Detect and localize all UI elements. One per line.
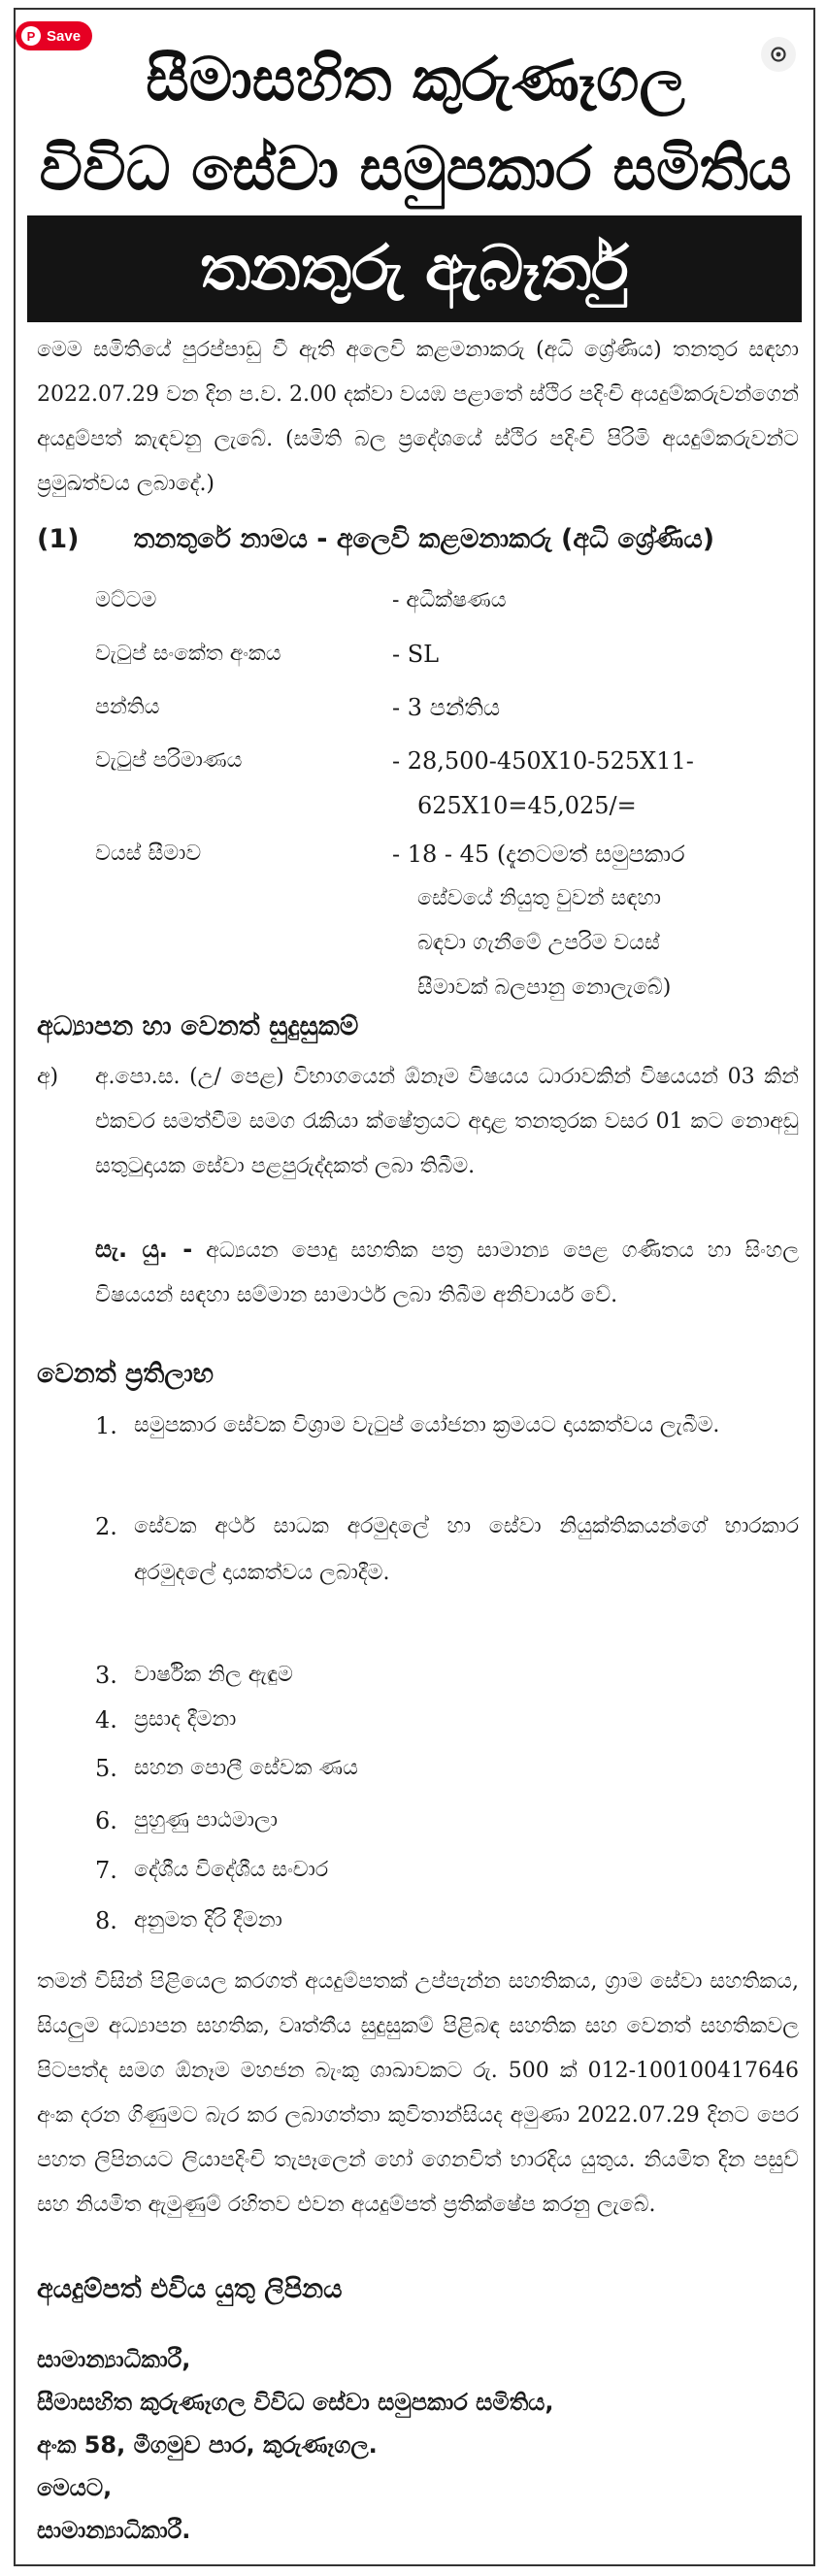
benefit-text: ප්‍රසාද දීමනා (134, 1707, 237, 1732)
benefit-text: සමුපකාර සේවක විශ්‍රාම වැටුප් යෝජනා ක්‍රමයට දායකත්වය ලැබීම. (134, 1413, 720, 1437)
pinterest-icon: P (21, 26, 41, 46)
detail-label-salary-code: වැටුප් සංකේත අංකය (95, 642, 281, 666)
benefit-item (95, 1745, 799, 1792)
detail-value-level: - අධීක්ෂණය (392, 588, 507, 612)
address-line-2: සීමාසහිත කුරුණෑගල විවිධ සේවා සමුපකාර සමිතිය, (37, 2389, 554, 2416)
benefit-item (95, 1403, 799, 1449)
visual-search-button[interactable] (761, 37, 796, 72)
detail-label-salary-scale: වැටුප් පරිමාණය (95, 748, 243, 773)
detail-value-age-limit: - 18 - 45 (දැනටමත් සමුපකාර (392, 841, 685, 868)
address-line-1: සාමාන්‍යාධිකාරී, (37, 2346, 191, 2373)
title-line-2: විවිධ සේවා සමුපකාර සමිතිය (39, 133, 792, 204)
detail-value-age-limit-line3: බඳවා ගැනීමේ උපරිම වයස් (417, 931, 660, 955)
benefit-text: පුහුණු පාඨමාලා (134, 1808, 279, 1833)
position-number: (1) (37, 524, 80, 554)
education-marker: අ) (37, 1065, 59, 1089)
visual-search-icon (769, 45, 788, 64)
benefit-item (95, 1847, 799, 1894)
banner-text: තනතුරු ඇබෑර්තු (200, 233, 629, 305)
benefits-heading: වෙනත් ප්‍රතිලාභ (37, 1359, 214, 1389)
benefit-text: වාර්ෂික නිල ඇඳුම (134, 1663, 293, 1687)
benefit-number: 5. (95, 1755, 117, 1782)
save-button[interactable] (16, 21, 92, 50)
benefit-number: 6. (95, 1807, 117, 1834)
closing-paragraph: තමන් විසින් පිළියෙල කරගත් අයදුම්පතක් උප්පැන්න සහතිකය, ග්‍රාම සේවා සහතිකය, සියලුම අධ්‍යාපන සහතික, වෘත්තීය සුදුසුකම් පිළිබඳ සහතික සහ වෙනත් සහතිකවල පිටපත්ද සමග ඕනෑම මහජන බැංකු ශාඛාවකට රු. 500 ක් 012-100100417646 අංක දරන ගිණුමට බැර කර ලබාගත්තා කුවිතාන්සියද අමුණා 2022.07.29 දිනට පෙර පහත ලිපිනයට ලියාපදිංචි තැපෑලෙන් හෝ ගෙනවිත් භාරදිය යුතුය. නියමිත දින පසුව් සහ නියමිත ඇමුණුම් රහිතව එවන අයදුම්පත් ප්‍රතික්ෂේප කරනු ලැබේ. (37, 1969, 799, 2217)
address-line-5: සාමාන්‍යාධිකාරී. (37, 2517, 191, 2544)
detail-value-class: - 3 පන්තිය (392, 694, 501, 721)
note-label: සැ. යු. - (95, 1236, 193, 1263)
benefit-number: 3. (95, 1662, 117, 1689)
benefit-text: සේවක අර්ථ සාධක අරමුදලේ හා සේවා නියුක්තිකයන්ගේ භාරකාර අරමුදලේ දායකත්වය ලබාදීම. (134, 1514, 799, 1585)
benefit-item (95, 1798, 799, 1844)
note-text: අධ්‍යයන පොදු සහතික පත්‍ර සාමාන්‍ය පෙළ ගණිතය හා සිංහල විෂයයන් සඳහා සම්මාන සාමාර්ථ ලබා තිබීම අනිවාර්ය වේ. (95, 1238, 799, 1307)
benefit-text: අනුමත දිරි දීමනා (134, 1908, 282, 1932)
vacancy-banner (27, 215, 802, 322)
benefit-number: 7. (95, 1857, 117, 1884)
position-name: තනතුරේ නාමය - අලෙවි කළමනාකරු (අධි ශ්‍රේණිය) (133, 524, 715, 554)
benefit-number: 8. (95, 1907, 117, 1934)
detail-label-class: පන්තිය (95, 695, 160, 719)
benefit-number: 1. (95, 1412, 117, 1439)
address-line-4: මෙයට, (37, 2474, 113, 2501)
benefit-text: සහන පොලී සේවක ණය (134, 1756, 358, 1780)
education-heading: අධ්‍යාපන හා වෙනත් සුදුසුකම් (37, 1011, 359, 1041)
education-note (95, 1227, 799, 1318)
benefit-item (95, 1503, 799, 1597)
benefit-item (95, 1697, 799, 1743)
benefit-item (95, 1652, 799, 1699)
intro-paragraph: මෙම සමිතියේ පුරප්පාඩු වී ඇති අලෙවි කළමනාකරු (අධි ශ්‍රේණිය) තනතුර සඳහා 2022.07.29 වන දින ප.ව. 2.00 දක්වා වයඹ පළාතේ ස්ථිර පදිංචි අයදුම්කරුවන්ගෙන් අයදුම්පත් කැඳවනු ලැබේ. (සමිති බල ප්‍රදේශයේ ස්ථිර පදිංචි පිරිමි අයදුම්කරුවන්ට ප්‍රමුඛත්වය ලබාදේ.) (37, 338, 799, 496)
address-line-3: අංක 58, මීගමුව පාර, කුරුණෑගල. (37, 2431, 378, 2459)
detail-value-salary-scale-cont: 625X10=45,025/= (417, 792, 637, 819)
detail-label-age-limit: වයස් සීමාව (95, 842, 202, 866)
benefit-item (95, 1898, 799, 1944)
benefit-number: 4. (95, 1706, 117, 1734)
detail-value-age-limit-line4: සීමාවක් බලපානු නොලැබේ) (417, 975, 672, 1000)
address-heading: අයදුම්පත් එවිය යුතු ලිපිනය (37, 2274, 343, 2304)
detail-value-salary-code: - SL (392, 641, 440, 668)
position-title (37, 517, 714, 562)
save-button-label: Save (47, 27, 82, 45)
education-text: අ.පො.ස. (උ/ පෙළ) විභාගයෙන් ඕනෑම විෂයය ධාරාවකින් විෂයයන් 03 කින් එකවර සමත්වීම සමග රැකියා ක්ෂේත්‍රයට අදාළ තනතුරක වසර 01 කට නොඅඩු සතුටුදායක සේවා පළපුරුද්දකත් ලබා තිබීම. (95, 1065, 799, 1178)
detail-value-salary-scale: - 28,500-450X10-525X11- (392, 747, 694, 775)
detail-label-level: මට්ටම (95, 588, 157, 612)
benefit-number: 2. (95, 1513, 117, 1540)
title-line-1: සීමාසහිත කුරුණෑගල (146, 44, 685, 115)
detail-value-age-limit-line2: සේවයේ නියුතු වුවන් සඳහා (417, 886, 662, 910)
benefit-text: දේශීය විදේශීය සංචාර (134, 1858, 329, 1882)
